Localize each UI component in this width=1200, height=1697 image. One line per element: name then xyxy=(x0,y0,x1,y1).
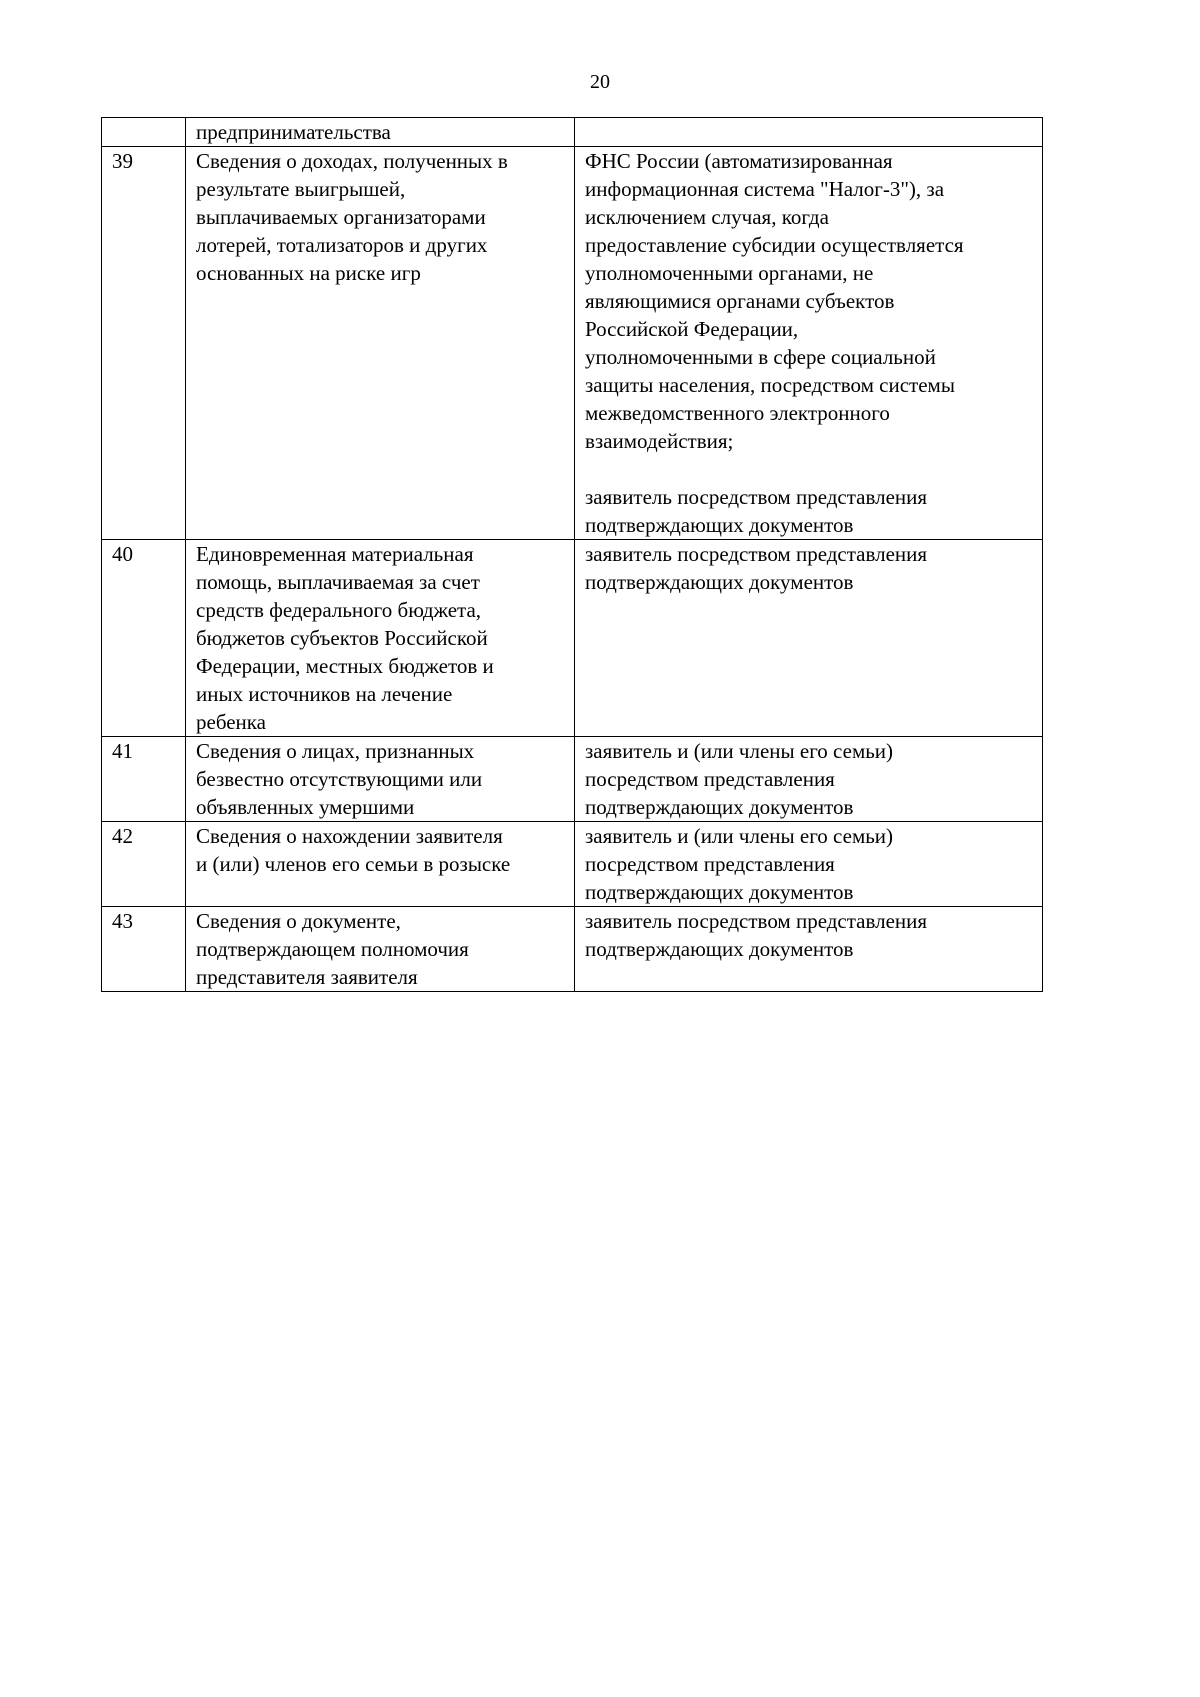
source-line: заявитель и (или члены его семьи) xyxy=(585,739,894,763)
source-cell xyxy=(575,907,1043,992)
info-line: иных источников на лечение xyxy=(196,682,453,706)
info-line: представителя заявителя xyxy=(196,965,418,989)
source-line: подтверждающих документов xyxy=(585,795,854,819)
source-line: исключением случая, когда xyxy=(585,205,829,229)
source-line: защиты населения, посредством системы xyxy=(585,373,955,397)
source-line: предоставление субсидии осуществляется xyxy=(585,233,964,257)
info-cell xyxy=(186,147,575,540)
source-line: подтверждающих документов xyxy=(585,570,854,594)
source-cell xyxy=(575,540,1043,737)
info-line: ребенка xyxy=(196,710,266,734)
source-cell xyxy=(575,822,1043,907)
table-row xyxy=(102,540,1043,737)
source-line: ФНС России (автоматизированная xyxy=(585,149,893,173)
source-line: межведомственного электронного xyxy=(585,401,890,425)
info-line: Сведения о лицах, признанных xyxy=(196,739,475,763)
info-line: бюджетов субъектов Российской xyxy=(196,626,488,650)
row-number: 42 xyxy=(112,824,133,848)
table-row xyxy=(102,118,1043,147)
info-line: Сведения о документе, xyxy=(196,909,401,933)
source-line: подтверждающих документов xyxy=(585,880,854,904)
info-line: безвестно отсутствующими или xyxy=(196,767,483,791)
source-line: посредством представления xyxy=(585,852,835,876)
source-line: взаимодействия; xyxy=(585,429,734,453)
info-line: и (или) членов его семьи в розыске xyxy=(196,852,511,876)
source-line: заявитель и (или члены его семьи) xyxy=(585,824,894,848)
table-row xyxy=(102,147,1043,540)
info-line: Федерации, местных бюджетов и xyxy=(196,654,494,678)
source-cell xyxy=(575,147,1043,540)
row-number-cell xyxy=(102,147,186,540)
info-line: Сведения о доходах, полученных в xyxy=(196,149,508,173)
row-number: 39 xyxy=(112,149,133,173)
info-line: средств федерального бюджета, xyxy=(196,598,482,622)
source-line: информационная система "Налог-3"), за xyxy=(585,177,945,201)
documents-table xyxy=(101,117,1043,992)
row-number: 43 xyxy=(112,909,133,933)
source-cell xyxy=(575,118,1043,147)
info-line: предпринимательства xyxy=(196,120,391,144)
info-line: лотерей, тотализаторов и других xyxy=(196,233,488,257)
info-cell xyxy=(186,907,575,992)
row-number-cell xyxy=(102,822,186,907)
row-number-cell xyxy=(102,737,186,822)
source-cell xyxy=(575,737,1043,822)
info-line: Единовременная материальная xyxy=(196,542,474,566)
source-line: заявитель посредством представления xyxy=(585,485,928,509)
info-cell xyxy=(186,737,575,822)
row-number-cell xyxy=(102,907,186,992)
info-cell xyxy=(186,540,575,737)
source-line: уполномоченными органами, не xyxy=(585,261,874,285)
info-line: помощь, выплачиваемая за счет xyxy=(196,570,480,594)
row-number: 40 xyxy=(112,542,133,566)
table-row xyxy=(102,822,1043,907)
source-line: являющимися органами субъектов xyxy=(585,289,895,313)
paragraph-gap xyxy=(585,455,1034,483)
table-row xyxy=(102,907,1043,992)
info-cell xyxy=(186,822,575,907)
table-body xyxy=(102,118,1043,992)
table-row xyxy=(102,737,1043,822)
row-number: 41 xyxy=(112,739,133,763)
info-line: результате выигрышей, xyxy=(196,177,406,201)
info-line: объявленных умершими xyxy=(196,795,415,819)
source-line: уполномоченными в сфере социальной xyxy=(585,345,936,369)
row-number-cell xyxy=(102,540,186,737)
source-line: подтверждающих документов xyxy=(585,937,854,961)
info-line: Сведения о нахождении заявителя xyxy=(196,824,503,848)
page-number: 20 xyxy=(590,71,610,93)
info-cell xyxy=(186,118,575,147)
source-line: Российской Федерации, xyxy=(585,317,799,341)
info-line: выплачиваемых организаторами xyxy=(196,205,486,229)
source-line: заявитель посредством представления xyxy=(585,542,928,566)
source-line: заявитель посредством представления xyxy=(585,909,928,933)
row-number-cell xyxy=(102,118,186,147)
source-line: подтверждающих документов xyxy=(585,513,854,537)
info-line: подтверждающем полномочия xyxy=(196,937,469,961)
info-line: основанных на риске игр xyxy=(196,261,421,285)
source-line: посредством представления xyxy=(585,767,835,791)
